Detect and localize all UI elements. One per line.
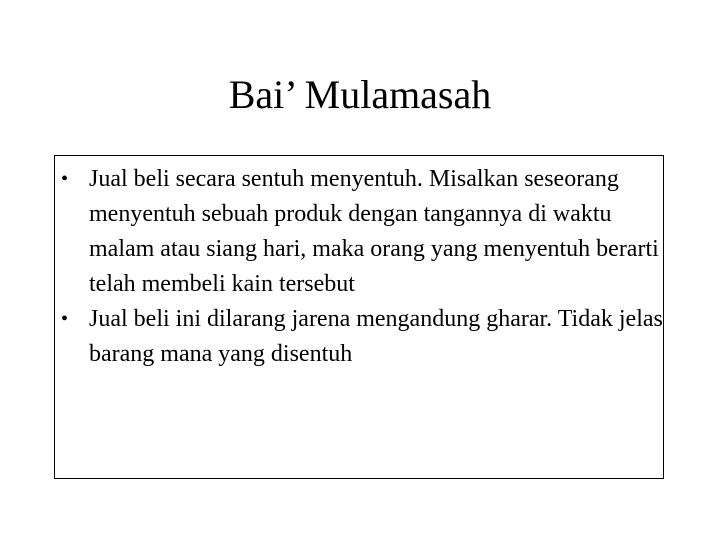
slide-title: Bai’ Mulamasah [228,72,492,117]
content-box [54,155,664,479]
bullet-item [55,162,663,302]
bullet-item [55,302,663,372]
bullet-marker: • [61,308,69,330]
bullet-list [55,156,663,372]
bullet-text: Jual beli secara sentuh menyentuh. Misalkan seseorang menyentuh sebuah produk dengan tangannya di waktu malam atau siang hari, maka orang yang menyentuh berarti telah membeli kain tersebut [89,166,659,297]
bullet-marker: • [61,168,69,190]
bullet-text: Jual beli ini dilarang jarena mengandung gharar. Tidak jelas barang mana yang disentuh [89,306,663,367]
